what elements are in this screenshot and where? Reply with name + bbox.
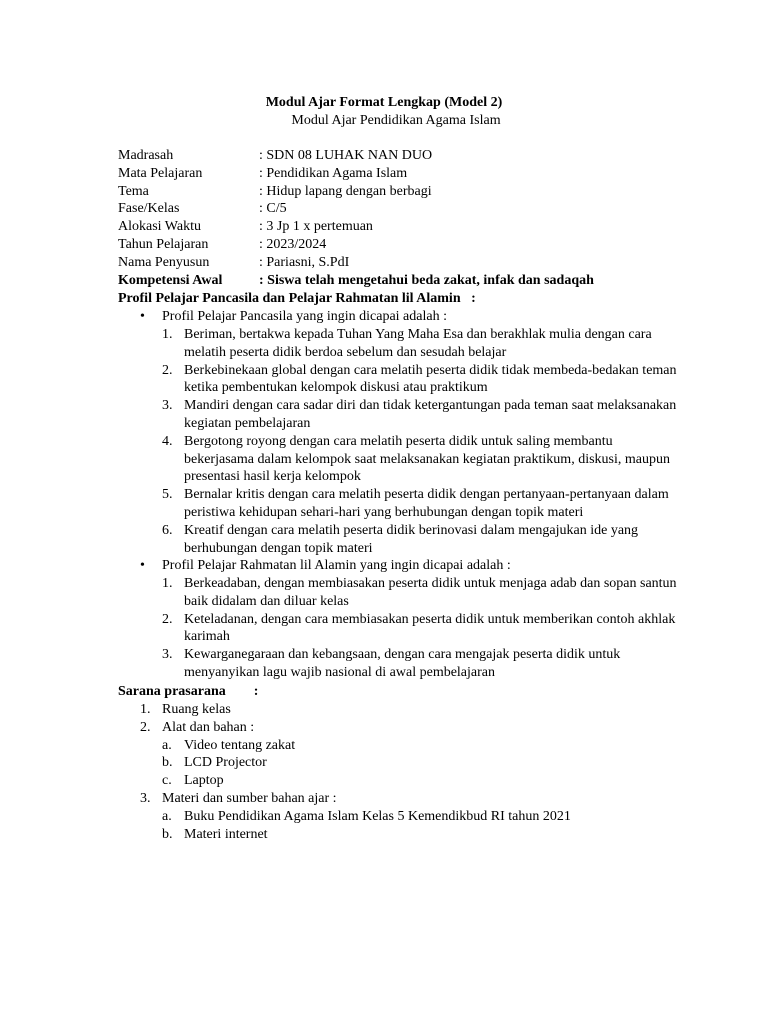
- info-value: : 3 Jp 1 x pertemuan: [259, 219, 373, 235]
- info-value: : Siswa telah mengetahui beda zakat, infak dan sadaqah: [259, 272, 594, 288]
- sublist-item: [162, 772, 680, 790]
- profil-rahmatan-intro: Profil Pelajar Rahmatan lil Alamin yang ingin dicapai adalah :: [162, 558, 511, 573]
- profil-pancasila-list: [162, 326, 680, 557]
- list-item-text: Berkeadaban, dengan membiasakan peserta didik untuk menjaga adab dan sopan santun baik didalam dan diluar kelas: [184, 576, 677, 609]
- sarana-heading: Sarana prasarana :: [118, 684, 259, 699]
- info-label: Fase/Kelas: [118, 201, 180, 217]
- list-item-text: Alat dan bahan :: [162, 719, 255, 735]
- list-number: 1.: [162, 576, 173, 591]
- info-value: : Pariasni, S.PdI: [259, 254, 350, 270]
- sublist-item: [162, 808, 680, 826]
- list-number: 5.: [162, 487, 173, 503]
- profil-rahmatan-list: [162, 575, 680, 682]
- info-value: : Hidup lapang dengan berbagi: [259, 183, 432, 199]
- list-number: 3.: [162, 647, 173, 663]
- info-row-alokasi-waktu: [118, 218, 594, 236]
- info-row-kompetensi-awal: [118, 272, 594, 290]
- sublist-item: [162, 826, 680, 844]
- list-item: [162, 433, 680, 486]
- sublist-letter: b.: [162, 755, 173, 771]
- list-item: [140, 790, 680, 808]
- info-label: Mata Pelajaran: [118, 165, 203, 181]
- info-label: Tema: [118, 183, 149, 199]
- bullet-icon: •: [140, 558, 145, 573]
- list-number: 2.: [140, 719, 151, 735]
- sublist-item-text: Buku Pendidikan Agama Islam Kelas 5 Kemendikbud RI tahun 2021: [184, 808, 571, 824]
- profil-heading: Profil Pelajar Pancasila dan Pelajar Rahmatan lil Alamin :: [118, 291, 476, 306]
- list-item: [162, 611, 680, 647]
- info-label: Nama Penyusun: [118, 254, 210, 270]
- list-item: [162, 362, 680, 398]
- list-number: 1.: [140, 702, 151, 717]
- info-value: : 2023/2024: [259, 236, 327, 252]
- info-label: Madrasah: [118, 148, 174, 163]
- list-item-text: Ruang kelas: [162, 702, 231, 717]
- sublist-item-text: Laptop: [184, 773, 224, 789]
- sublist-item: [162, 737, 680, 755]
- info-row-madrasah: [118, 147, 594, 165]
- sublist-item-text: Video tentang zakat: [184, 737, 296, 753]
- list-item: [162, 486, 680, 522]
- list-number: 4.: [162, 433, 173, 449]
- list-item-text: Keteladanan, dengan cara membiasakan peserta didik untuk memberikan contoh akhlak karimah: [184, 611, 676, 645]
- list-item: [162, 575, 680, 611]
- list-number: 3.: [140, 790, 151, 806]
- sublist-item-text: Materi internet: [184, 826, 268, 842]
- sublist-letter: c.: [162, 773, 172, 789]
- profil-pancasila-bullet: [140, 308, 680, 326]
- bullet-icon: •: [140, 309, 145, 324]
- list-item-text: Materi dan sumber bahan ajar :: [162, 790, 337, 806]
- list-number: 6.: [162, 522, 173, 538]
- sublist-item: [162, 754, 680, 772]
- sublist-letter: a.: [162, 737, 172, 753]
- info-row-tema: [118, 183, 594, 201]
- module-info-table: [118, 147, 594, 289]
- document-subtitle: Modul Ajar Pendidikan Agama Islam: [291, 113, 501, 128]
- info-value: : Pendidikan Agama Islam: [259, 165, 408, 181]
- list-item: [162, 522, 680, 558]
- list-item: [140, 719, 680, 737]
- sublist-alat-bahan: [140, 737, 680, 790]
- list-item: [162, 326, 680, 362]
- sublist-letter: a.: [162, 808, 172, 824]
- info-row-tahun-pelajaran: [118, 236, 594, 254]
- sublist-item-text: LCD Projector: [184, 755, 267, 771]
- profil-rahmatan-bullet: [140, 557, 680, 575]
- list-item-text: Mandiri dengan cara sadar diri dan tidak ketergantungan pada teman saat melaksanakan kegiatan pembelajaran: [184, 398, 677, 431]
- list-item-text: Bernalar kritis dengan cara melatih peserta didik dengan pertanyaan-pertanyaan dalam peristiwa kehidupan sehari-hari yang berhubungan dengan topik materi: [184, 487, 669, 520]
- sublist-letter: b.: [162, 826, 173, 842]
- info-value: : SDN 08 LUHAK NAN DUO: [259, 148, 433, 163]
- info-label: Tahun Pelajaran: [118, 236, 209, 252]
- document-title: Modul Ajar Format Lengkap (Model 2): [265, 95, 503, 110]
- profil-pancasila-intro: Profil Pelajar Pancasila yang ingin dicapai adalah :: [162, 309, 447, 324]
- info-row-nama-penyusun: [118, 254, 594, 272]
- list-item-text: Bergotong royong dengan cara melatih peserta didik untuk saling membantu bekerjasama dalam kelompok saat melaksanakan kegiatan praktikum, diskusi, maupun presentasi hasil kerja kelompok: [184, 433, 670, 485]
- list-number: 1.: [162, 327, 173, 342]
- info-row-mata-pelajaran: [118, 165, 594, 183]
- list-item-text: Kreatif dengan cara melatih peserta didik berinovasi dalam mengajukan ide yang berhubungan dengan topik materi: [184, 522, 639, 556]
- list-item-text: Kewarganegaraan dan kebangsaan, dengan cara mengajak peserta didik untuk menyanyikan lagu wajib nasional di awal pembelajaran: [184, 647, 621, 680]
- info-value: : C/5: [259, 201, 287, 217]
- list-number: 3.: [162, 398, 173, 414]
- list-item: [140, 701, 680, 719]
- sublist-materi-sumber: [140, 808, 680, 844]
- list-number: 2.: [162, 611, 173, 627]
- info-row-fase-kelas: [118, 200, 594, 218]
- list-number: 2.: [162, 362, 173, 378]
- sarana-list: [140, 701, 680, 843]
- info-label: Kompetensi Awal: [118, 272, 223, 288]
- list-item-text: Berkebinekaan global dengan cara melatih peserta didik tidak membeda-bedakan teman ketika pembentukan kelompok diskusi atau praktikum: [184, 362, 677, 396]
- info-label: Alokasi Waktu: [118, 219, 201, 235]
- list-item: [162, 397, 680, 433]
- list-item: [162, 646, 680, 682]
- list-item-text: Beriman, bertakwa kepada Tuhan Yang Maha Esa dan berakhlak mulia dengan cara melatih peserta didik berdoa sebelum dan sesudah belajar: [184, 327, 652, 360]
